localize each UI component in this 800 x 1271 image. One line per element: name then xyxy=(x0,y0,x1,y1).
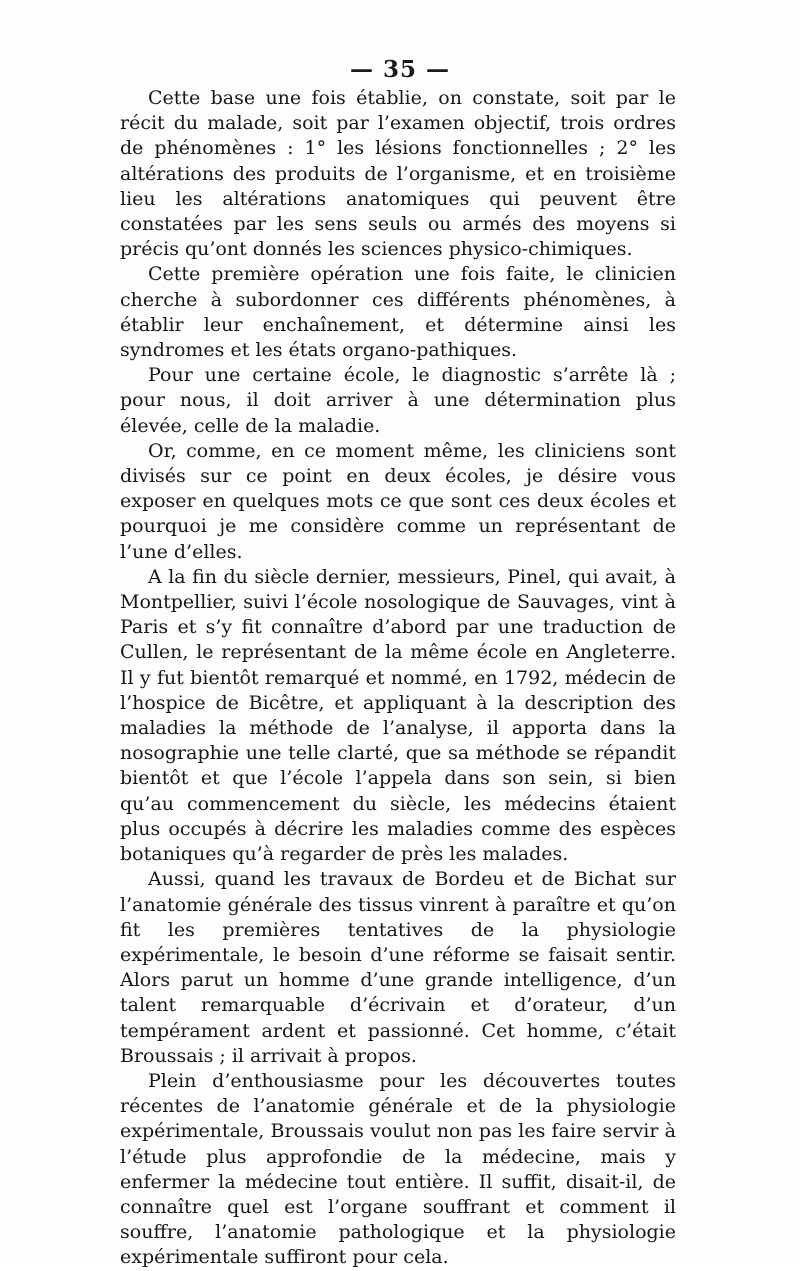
paragraph: Aussi, quand les travaux de Bordeu et de Bichat sur l’anatomie générale des tissus vinrent à paraître et qu’on fit les premières tentatives de la physiologie expérimentale, le besoin d’une réforme se faisait sentir. Alors parut un homme d’une grande intelligence, d’un talent remarquable d’écrivain et d’orateur, d’un tempérament ardent et passionné. Cet homme, c’était Broussais ; il arrivait à propos. xyxy=(120,868,676,1067)
paragraph: Or, comme, en ce moment même, les cliniciens sont divisés sur ce point en deux écoles, je désire vous exposer en quelques mots ce que sont ces deux écoles et pourquoi je me considère comme un représentant de l’une d’elles. xyxy=(120,439,676,563)
body-text xyxy=(120,86,676,1271)
paragraph: Plein d’enthousiasme pour les découvertes toutes récentes de l’anatomie générale et de la physiologie expérimentale, Broussais voulut non pas les faire servir à l’étude plus approfondie de la médecine, mais y enfermer la médecine tout entière. Il suffit, disait-il, de connaître quel est l’organe souffrant et comment il souffre, l’anatomie pathologique et la physiologie expérimentale suffiront pour cela. xyxy=(120,1069,676,1269)
paragraph: Cette première opération une fois faite, le clinicien cherche à subordonner ces différents phénomènes, à établir leur enchaînement, et détermine ainsi les syndromes et les états organo-pathiques. xyxy=(120,263,676,362)
paragraph: Cette base une fois établie, on constate, soit par le récit du malade, soit par l’examen objectif, trois ordres de phénomènes : 1° les lésions fonctionnelles ; 2° les altérations des produits de l’organisme, et en troisième lieu les altérations anatomiques qui peuvent être constatées par les sens seuls ou armés des moyens si précis qu’ont donnés les sciences physico-chimiques. xyxy=(120,87,676,261)
paragraph: A la fin du siècle dernier, messieurs, Pinel, qui avait, à Montpellier, suivi l’école nosologique de Sauvages, vint à Paris et s’y fit connaître d’abord par une traduction de Cullen, le représentant de la même école en Angleterre. Il y fut bientôt remarqué et nommé, en 1792, médecin de l’hospice de Bicêtre, et appliquant à la description des maladies la méthode de l’analyse, il apporta dans la nosographie une telle clarté, que sa méthode se répandit bientôt et que l’école l’appela dans son sein, si bien qu’au commencement du siècle, les médecins étaient plus occupés à décrire les maladies comme des espèces botaniques qu’à regarder de près les malades. xyxy=(120,565,676,866)
page-number: — 35 — xyxy=(349,56,451,83)
paragraph: Pour une certaine école, le diagnostic s’arrête là ; pour nous, il doit arriver à une détermination plus élevée, celle de la maladie. xyxy=(120,364,676,437)
